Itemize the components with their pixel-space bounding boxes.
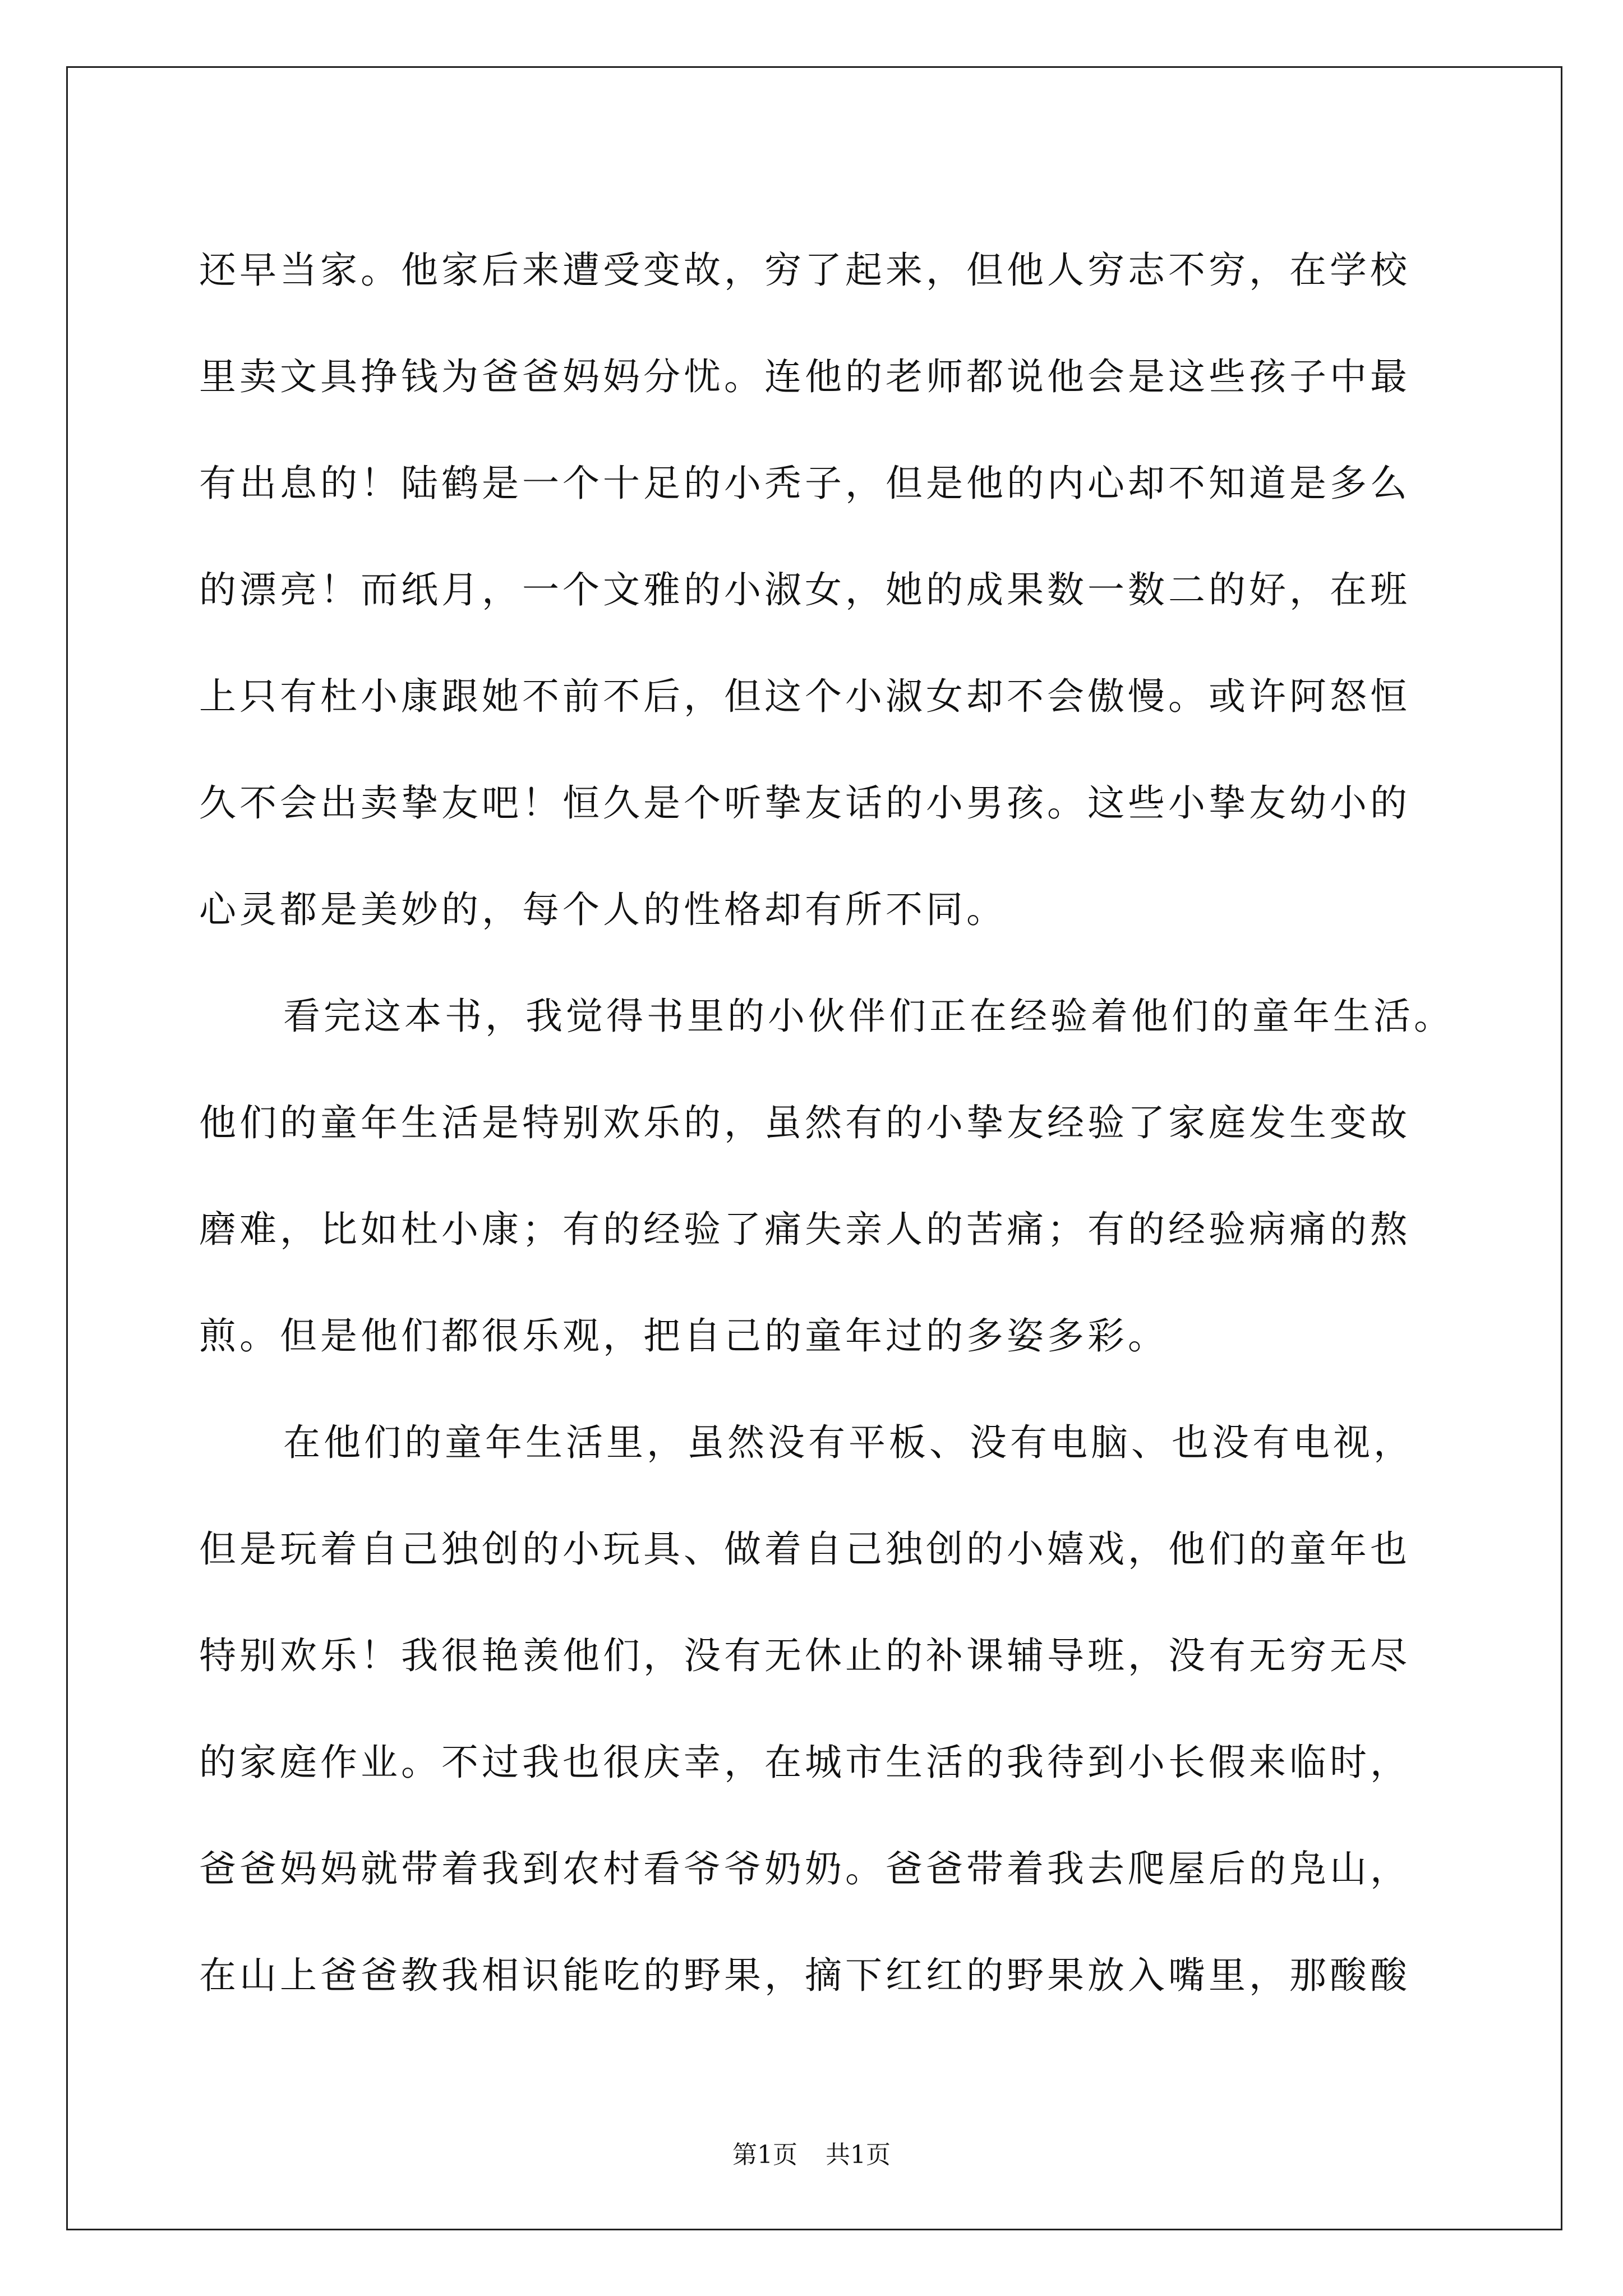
page-number-total: 共1页 (826, 2141, 891, 2169)
text-line-7: 心灵都是美妙的，每个人的性格却有所不同。 (199, 887, 1007, 931)
text-line-11: 煎。但是他们都很乐观，把自己的童年过的多姿多彩。 (199, 1314, 1168, 1358)
text-line-14: 特别欢乐！我很艳羡他们，没有无休止的补课辅导班，没有无穷无尽 (199, 1634, 1410, 1677)
text-line-16: 爸爸妈妈就带着我到农村看爷爷奶奶。爸爸带着我去爬屋后的凫山， (199, 1847, 1410, 1890)
text-line-10: 磨难，比如杜小康；有的经验了痛失亲人的苦痛；有的经验病痛的熬 (199, 1207, 1410, 1251)
text-line-15: 的家庭作业。不过我也很庆幸，在城市生活的我待到小长假来临时， (199, 1740, 1410, 1784)
text-line-13: 但是玩着自己独创的小玩具、做着自己独创的小嬉戏，他们的童年也 (199, 1527, 1410, 1571)
page-footer (0, 2134, 1623, 2170)
text-line-3: 有出息的！陆鹤是一个十足的小秃子，但是他的内心却不知道是多么 (199, 461, 1410, 505)
text-line-5: 上只有杜小康跟她不前不后，但这个小淑女却不会傲慢。或许阿怒恒 (199, 674, 1410, 718)
page-number-current: 第1页 (732, 2141, 797, 2169)
text-line-12: 在他们的童年生活里，虽然没有平板、没有电脑、也没有电视， (283, 1420, 1414, 1464)
text-line-1: 还早当家。他家后来遭受变故，穷了起来，但他人穷志不穷，在学校 (199, 248, 1410, 292)
text-line-4: 的漂亮！而纸月，一个文雅的小淑女，她的成果数一数二的好，在班 (199, 568, 1410, 611)
document-body (199, 213, 1454, 2025)
text-line-17: 在山上爸爸教我相识能吃的野果，摘下红红的野果放入嘴里，那酸酸 (199, 1953, 1410, 1997)
text-line-9: 他们的童年生活是特别欢乐的，虽然有的小挚友经验了家庭发生变故 (199, 1101, 1410, 1144)
text-line-8: 看完这本书，我觉得书里的小伙伴们正在经验着他们的童年生活。 (283, 994, 1454, 1038)
text-line-2: 里卖文具挣钱为爸爸妈妈分忧。连他的老师都说他会是这些孩子中最 (199, 355, 1410, 398)
text-line-6: 久不会出卖挚友吧！恒久是个听挚友话的小男孩。这些小挚友幼小的 (199, 781, 1410, 825)
